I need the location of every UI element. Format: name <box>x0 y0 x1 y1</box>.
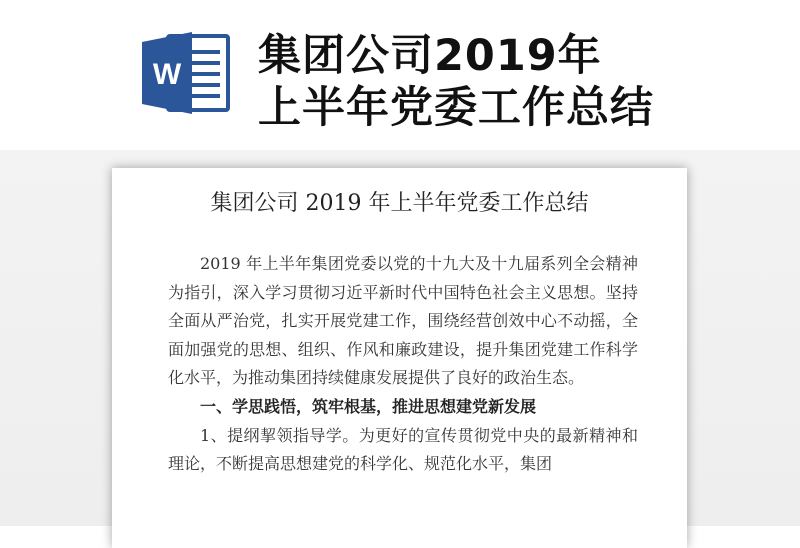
banner <box>0 0 800 150</box>
document-title: 集团公司 2019 年上半年党委工作总结 <box>210 191 589 216</box>
document-page <box>112 168 687 548</box>
word-icon-letter: W <box>152 58 182 91</box>
banner-title <box>258 30 778 134</box>
section-heading-1: 一、学思践悟，筑牢根基，推进思想建党新发展 <box>200 396 537 416</box>
banner-title-line2: 上半年党委工作总结 <box>258 83 654 133</box>
banner-title-line1: 集团公司2019年 <box>258 31 602 81</box>
paragraph-intro: 2019 年上半年集团党委以党的十九大及十九届系列全会精神为指引，深入学习贯彻习近平新时代中国特色社会主义思想。坚持全面从严治党，扎实开展党建工作，围绕经营创效中心不动摇，全面加强党的思想、组织、作风和廉政建设，提升集团党建工作科学化水平，为推动集团持续健康发展提供了良好的政治生态。 <box>168 254 638 388</box>
paragraph-section-1: 1、提纲挈领指导学。为更好的宣传贯彻党中央的最新精神和理论，不断提高思想建党的科学化、规范化水平，集团 <box>168 425 638 474</box>
word-doc-icon <box>142 32 230 114</box>
document-body <box>168 250 638 479</box>
